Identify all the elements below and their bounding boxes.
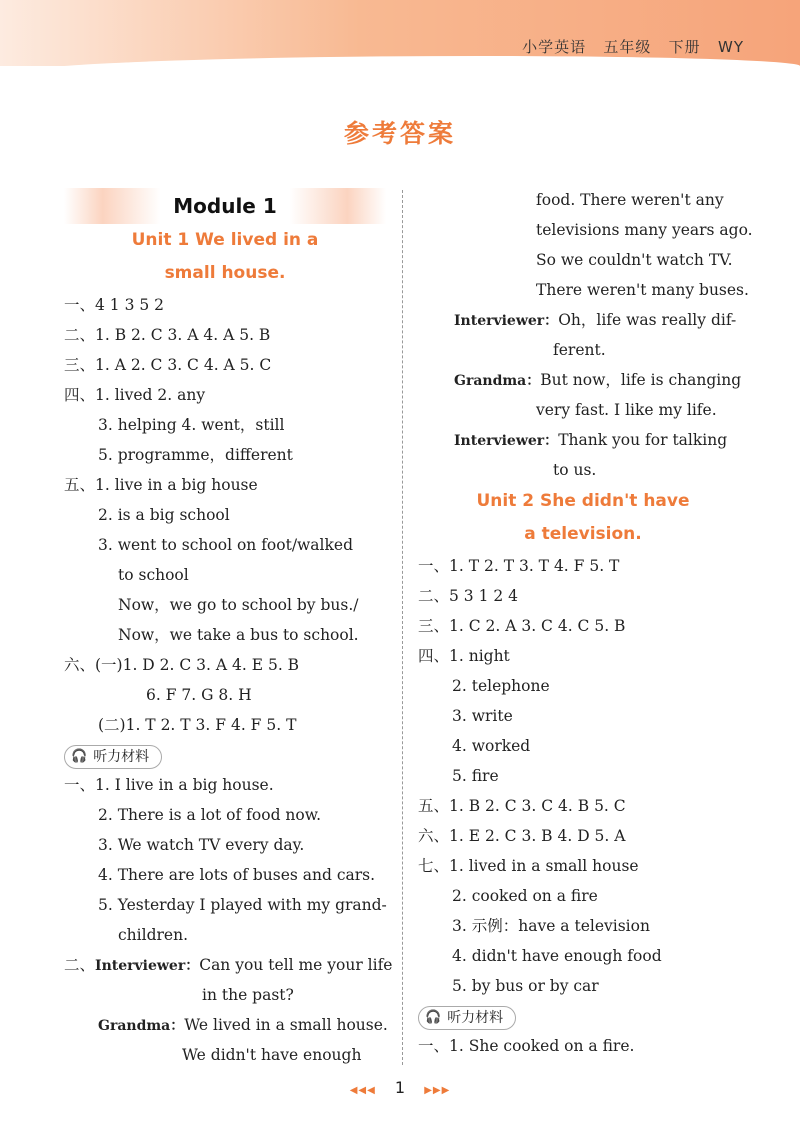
dialog-line: There weren't many buses.	[536, 281, 749, 299]
prev-arrows-icon: ◀◀◀	[349, 1085, 376, 1096]
answer-line: Now，we go to school by bus./	[118, 596, 359, 614]
headphones-icon: 🎧	[425, 1010, 442, 1025]
answer-line: 2. telephone	[452, 677, 550, 695]
speaker-label: Interviewer：	[454, 433, 559, 449]
dialog-text: But now，life is changing	[540, 371, 742, 389]
left-column	[64, 188, 393, 1070]
speaker-label: Interviewer：	[95, 958, 200, 974]
answer-line: 6. F 7. G 8. H	[146, 686, 252, 704]
dialog-line	[418, 365, 748, 395]
answer-line: 4. worked	[452, 737, 531, 755]
dialog-text: Can you tell me your life	[199, 956, 393, 974]
headphones-icon: 🎧	[71, 749, 88, 764]
dialog-line: So we couldn't watch TV.	[536, 251, 733, 269]
unit-heading-line2: a television.	[524, 524, 642, 544]
listening-line: children.	[118, 926, 188, 944]
speaker-label: Grandma：	[454, 373, 541, 389]
answer-line: 5. by bus or by car	[452, 977, 599, 995]
dialog-line: to us.	[553, 461, 597, 479]
right-column	[418, 185, 753, 1061]
next-arrows-icon: ▶▶▶	[424, 1085, 451, 1096]
dialog-line: in the past?	[202, 986, 294, 1004]
unit-heading-line2: small house.	[164, 263, 286, 283]
dialog-text: Oh，life was really dif-	[558, 311, 737, 329]
dialog-line	[418, 425, 748, 455]
unit-heading-line1: Unit 2 She didn't have	[476, 491, 690, 511]
answer-line: 六、(一)1. D 2. C 3. A 4. E 5. B	[64, 656, 300, 674]
listening-tag	[418, 1006, 516, 1030]
answer-line: 七、1. lived in a small house	[418, 857, 639, 875]
answer-line: 5. programme，different	[98, 446, 293, 464]
listening-line: 4. There are lots of buses and cars.	[98, 866, 376, 884]
answer-line: 一、1. T 2. T 3. T 4. F 5. T	[418, 557, 620, 575]
listening-tag-row	[64, 740, 386, 770]
answer-line: 四、1. night	[418, 647, 510, 665]
answer-line: 五、1. B 2. C 3. C 4. B 5. C	[418, 797, 626, 815]
page-title: 参考答案	[343, 119, 456, 148]
header-title: 小学英语 五年级 下册 WY	[522, 38, 744, 56]
dialog-line: very fast. I like my life.	[536, 401, 717, 419]
answer-line: 3. went to school on foot/walked	[98, 536, 353, 554]
listening-line: 5. Yesterday I played with my grand-	[98, 896, 387, 914]
answer-line: 一、4 1 3 5 2	[64, 296, 165, 314]
dialog-text: Thank you for talking	[558, 431, 728, 449]
listening-line: 2. There is a lot of food now.	[98, 806, 322, 824]
dialog-line: 二、Interviewer：Can you tell me your life	[64, 956, 393, 974]
dialog-line: televisions many years ago.	[536, 221, 753, 239]
listening-tag	[64, 745, 162, 769]
page-footer	[0, 1078, 800, 1097]
answer-line: Now，we take a bus to school.	[118, 626, 359, 644]
answer-line: 3. helping 4. went，still	[98, 416, 285, 434]
answer-line: 2. is a big school	[98, 506, 230, 524]
answer-line: 二、5 3 1 2 4	[418, 587, 519, 605]
speaker-label: Grandma：	[98, 1018, 185, 1034]
listening-tag-label: 听力材料	[447, 1010, 504, 1026]
dialog-line: food. There weren't any	[536, 191, 724, 209]
listening-line: 3. We watch TV every day.	[98, 836, 305, 854]
dialog-line: We didn't have enough	[182, 1046, 362, 1064]
listening-line: 一、1. She cooked on a fire.	[418, 1037, 635, 1055]
listening-line: 一、1. I live in a big house.	[64, 776, 274, 794]
answer-line: 3. write	[452, 707, 513, 725]
dialog-text: We lived in a small house.	[184, 1016, 388, 1034]
page-number: 1	[394, 1078, 406, 1097]
dialog-line	[418, 305, 748, 335]
module-heading: Module 1	[64, 188, 386, 224]
answer-line: 5. fire	[452, 767, 499, 785]
column-divider	[402, 190, 403, 1065]
answer-line: 三、1. C 2. A 3. C 4. C 5. B	[418, 617, 626, 635]
dialog-line: ferent.	[553, 341, 606, 359]
unit-heading-line1: Unit 1 We lived in a	[131, 230, 319, 250]
dialog-line	[64, 1010, 386, 1040]
answer-line: (二)1. T 2. T 3. F 4. F 5. T	[98, 716, 297, 734]
speaker-label: Interviewer：	[454, 313, 559, 329]
listening-tag-label: 听力材料	[93, 749, 150, 765]
answer-line: 二、1. B 2. C 3. A 4. A 5. B	[64, 326, 271, 344]
answer-line: to school	[118, 566, 189, 584]
answer-line: 五、1. live in a big house	[64, 476, 258, 494]
answer-line: 三、1. A 2. C 3. C 4. A 5. C	[64, 356, 272, 374]
answer-line: 六、1. E 2. C 3. B 4. D 5. A	[418, 827, 626, 845]
answer-line: 四、1. lived 2. any	[64, 386, 206, 404]
answer-line: 4. didn't have enough food	[452, 947, 662, 965]
answer-line: 2. cooked on a fire	[452, 887, 598, 905]
answer-line: 3. 示例：have a television	[452, 917, 650, 935]
listening-tag-row	[418, 1001, 748, 1031]
